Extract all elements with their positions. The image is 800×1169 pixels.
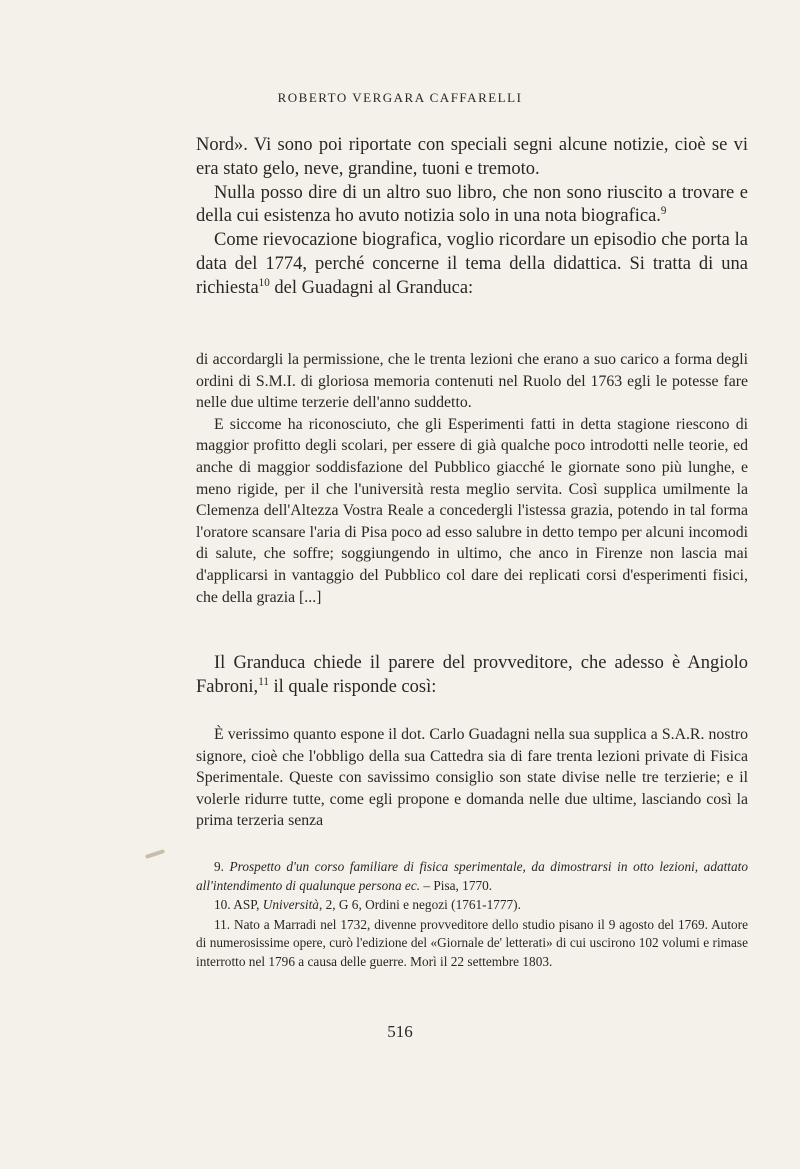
main-text-block-1 — [196, 134, 748, 301]
paragraph-2: Nulla posso dire di un altro suo libro, che non sono riuscito a trovare e della cui esistenza ho avuto notizia solo in una nota biografica.$^9$ — [196, 182, 748, 227]
footnote-9: 9. Prospetto d'un corso familiare di fisica sperimentale, da dimostrarsi in otto lezioni, adattato all'intendimento di qualunque persona ec. – Pisa, 1770. — [196, 859, 748, 893]
paragraph-3: Come rievocazione biografica, voglio ricordare un episodio che porta la data del 1774, perché concerne il tema della didattica. Si tratta di una richiesta$^{10}$ del Guadagni al Granduca: — [196, 230, 748, 298]
page-number: 516 — [387, 1022, 413, 1041]
footnote-ref-11[interactable]: 11 — [258, 675, 269, 688]
block-quote-petition — [196, 349, 748, 608]
footnote-ref-10[interactable]: 10 — [258, 276, 270, 289]
footnote-10: 10. ASP, Università, 2, G 6, Ordini e negozi (1761-1777). — [214, 897, 521, 912]
quote-paragraph-2: E siccome ha riconosciuto, che gli Esperimenti fatti in detta stagione riescono di maggior profitto degli scolari, per essere di già qualche poco introdotti nelle teorie, ed anche di maggior soddisfazione del Pubblico giacché le giornate sono più lunghe, e meno rigide, per il che l'università resta meglio servita. Così supplica umilmente la Clemenza dell'Altezza Vostra Reale a concedergli l'istessa grazia, potendo in tal forma l'oratore scansare l'aria di Pisa poco ad esso salubre in detto tempo per alcuni incomodi di salute, che soffre; soggiungendo in ultimo, che anco in Firenze non lascia mai d'applicarsi in vantaggio del Pubblico col dare dei replicati corsi d'esperimenti fisici, che della grazia [...] — [196, 415, 748, 606]
main-text-block-2 — [196, 652, 748, 700]
pencil-mark — [145, 849, 165, 859]
paragraph-4: Il Granduca chiede il parere del provveditore, che adesso è Angiolo Fabroni,$^{11}$ il quale risponde così: — [196, 653, 748, 697]
footnote-11: 11. Nato a Marradi nel 1732, divenne provveditore dello studio pisano il 9 agosto del 1769. Autore di numerosissime opere, curò l'edizione del «Giornale de' letterati» di cui uscirono 102 volumi e rimase interrotto nel 1796 a causa delle guerre. Morì il 22 settembre 1803. — [196, 916, 748, 969]
quote-paragraph-1: di accordargli la permissione, che le trenta lezioni che erano a suo carico a forma degli ordini di S.M.I. di gloriosa memoria contenuti nel Ruolo del 1763 egli le potesse fare nelle due ultime terzerie dell'anno suddetto. — [196, 351, 748, 412]
footnote-ref-9[interactable]: 9 — [660, 205, 667, 218]
reply-paragraph-1: È verissimo quanto espone il dot. Carlo Guadagni nella sua supplica a S.A.R. nostro signore, cioè che l'obbligo della sua Cattedra sia di fare trenta lezioni private di Fisica Sperimentale. Queste con savissimo consiglio son state divise nelle tre terzierie; e il volerle ridurre tutte, come egli propone e domanda nelle due ultime, lasciando così la prima terzeria senza — [196, 726, 748, 830]
block-quote-reply — [196, 724, 748, 832]
footnotes — [196, 858, 748, 972]
running-header: ROBERTO VERGARA CAFFARELLI — [277, 90, 523, 105]
paragraph-1: Nord». Vi sono poi riportate con speciali segni alcune notizie, cioè se vi era stato gelo, neve, grandine, tuoni e tremoto. — [196, 135, 748, 179]
